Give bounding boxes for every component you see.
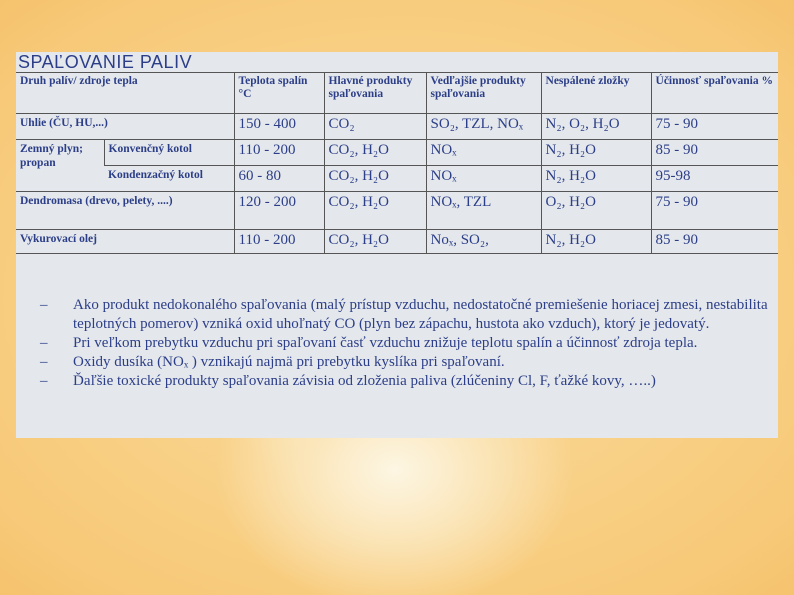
list-item: [40, 372, 770, 391]
bullet-text: Ďaľšie toxické produkty spaľovania závisia od zloženia paliva (zlúčeniny Cl, F, ťažké kovy, …..): [73, 373, 656, 389]
bullet-text: Oxidy dusíka (NOₓ ) vznikajú najmä pri prebytku kyslíka pri spaľovaní.: [73, 354, 505, 370]
table-row: [16, 140, 778, 166]
row-unburned: N₂, O₂, H₂O: [541, 114, 651, 140]
bullet-dash: –: [40, 373, 48, 389]
content-panel: [16, 52, 778, 438]
row-side: NOₓ: [426, 140, 541, 166]
row-eff: 75 - 90: [651, 192, 778, 230]
table-row: [16, 192, 778, 230]
row-side: NOₓ: [426, 166, 541, 192]
fuel-table: [16, 72, 778, 254]
row-subtype: Kondenzačný kotol: [104, 166, 234, 192]
row-temp: 110 - 200: [234, 140, 324, 166]
header-side: Vedľajšie produkty spaľovania: [426, 73, 541, 114]
list-item: [40, 353, 770, 372]
bullet-list: [40, 296, 770, 391]
header-unburned: Nespálené zložky: [541, 73, 651, 114]
bullet-text: Pri veľkom prebytku vzduchu pri spaľovaní časť vzduchu znižuje teplotu spalín a účinnosť zdroja tepla.: [73, 335, 698, 351]
row-eff: 85 - 90: [651, 140, 778, 166]
table-header-row: [16, 73, 778, 114]
row-eff: 85 - 90: [651, 230, 778, 254]
row-temp: 120 - 200: [234, 192, 324, 230]
header-fuel: Druh palív/ zdroje tepla: [16, 73, 234, 114]
row-main: CO₂, H₂O: [324, 230, 426, 254]
header-efficiency: Účinnosť spaľovania %: [651, 73, 778, 114]
header-main: Hlavné produkty spaľovania: [324, 73, 426, 114]
list-item: [40, 334, 770, 353]
bullet-dash: –: [40, 335, 48, 351]
row-eff: 95-98: [651, 166, 778, 192]
row-fuel: Uhlie (ČU, HU,...): [16, 114, 234, 140]
bullet-dash: –: [40, 297, 48, 313]
row-main: CO₂: [324, 114, 426, 140]
row-main: CO₂, H₂O: [324, 192, 426, 230]
bullet-text: Ako produkt nedokonalého spaľovania (malý prístup vzduchu, nedostatočné premiešenie horiacej zmesi, nestabilita teplotných pomerov) vzniká oxid uhoľnatý CO (plyn bez zápachu, hustota ako vzduch), ktorý je jedovatý.: [73, 297, 768, 332]
row-fuel: Vykurovací olej: [16, 230, 234, 254]
row-temp: 110 - 200: [234, 230, 324, 254]
row-side: NOₓ, TZL: [426, 192, 541, 230]
row-temp: 150 - 400: [234, 114, 324, 140]
row-unburned: N₂, H₂O: [541, 166, 651, 192]
row-side: SO₂, TZL, NOₓ: [426, 114, 541, 140]
table-row: [16, 114, 778, 140]
row-unburned: N₂, H₂O: [541, 140, 651, 166]
row-temp: 60 - 80: [234, 166, 324, 192]
page-title: SPAĽOVANIE PALIV: [18, 52, 193, 72]
row-main: CO₂, H₂O: [324, 140, 426, 166]
row-eff: 75 - 90: [651, 114, 778, 140]
table-row: [16, 166, 778, 192]
table-row: [16, 230, 778, 254]
row-fuel: Dendromasa (drevo, pelety, ....): [16, 192, 234, 230]
row-main: CO₂, H₂O: [324, 166, 426, 192]
row-fuel: Zemný plyn; propan: [16, 140, 104, 192]
row-side: Noₓ, SO₂,: [426, 230, 541, 254]
row-unburned: O₂, H₂O: [541, 192, 651, 230]
row-unburned: N₂, H₂O: [541, 230, 651, 254]
list-item: [40, 296, 770, 334]
row-subtype: Konvenčný kotol: [104, 140, 234, 166]
header-temp: Teplota spalín °C: [234, 73, 324, 114]
bullet-dash: –: [40, 354, 48, 370]
